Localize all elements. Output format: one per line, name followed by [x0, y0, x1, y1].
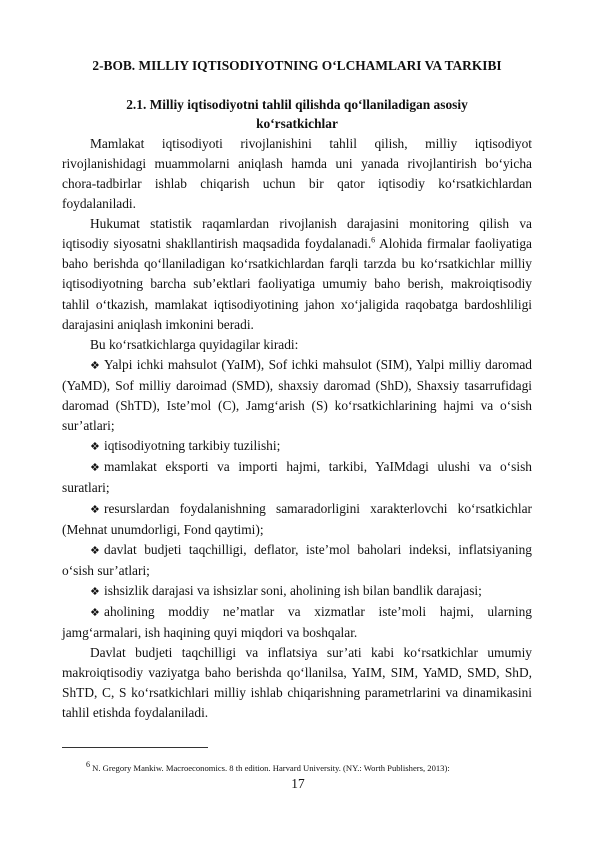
- section-title-line-2: ko‘rsatkichlar: [256, 116, 338, 132]
- diamond-four-point-icon: ❖: [90, 584, 100, 598]
- paragraph-text: Hukumat statistik raqamlardan rivojlanish darajasini monitoring qilish va iqtisodiy siyosatni shakllantirish maqsadida foydalanadi.: [62, 216, 532, 252]
- diamond-four-point-icon: ❖: [90, 605, 100, 619]
- list-item: [62, 540, 532, 581]
- footnote-number: 6: [86, 760, 90, 770]
- diamond-four-point-icon: ❖: [90, 461, 100, 475]
- list-item: [62, 581, 532, 602]
- list-item: [62, 457, 532, 498]
- page-number: 17: [291, 776, 305, 791]
- list-item: [62, 499, 532, 540]
- list-item-text: ishsizlik darajasi va ishsizlar soni, aholining ish bilan bandlik darajasi;: [104, 582, 482, 598]
- chapter-title: 2-BOB. MILLIY IQTISODIYOTNING O‘LCHAMLARI VA TARKIBI: [92, 58, 502, 73]
- paragraph-government-statistics: [62, 214, 532, 335]
- paragraph-intro: Mamlakat iqtisodiyoti rivojlanishini tahlil qilish, milliy iqtisodiyot rivojlanishidagi muammolarni aniqlash hamda uni yanada rivojlantirish bo‘yicha chora-tadbirlar ishlab chiqarish uchun bir qator iqtisodiy ko‘rsatkichlardan foydalaniladi.: [62, 135, 532, 212]
- paragraph-text: Alohida firmalar faoliyatiga baho berishda qo‘llaniladigan ko‘rsatkichlardan farqli tarzda bu ko‘rsatkichlar milliy iqtisodiyotning barcha sub’ektlari faoliyatiga umumiy baho berish, makroiqtisodiy tahlil o‘tkazish, mamlakat iqtisodiyotining jahon xo‘jaligida raqobatga bardoshliligi darajasini aniqlash imkonini beradi.: [62, 236, 532, 332]
- footnote-reference: 6: [371, 235, 376, 245]
- list-item: [62, 436, 532, 457]
- diamond-four-point-icon: ❖: [90, 502, 100, 516]
- paragraph-conclusion: Davlat budjeti taqchilligi va inflatsiya sur’ati kabi ko‘rsatkichlar umumiy makroiqtisodiy vaziyatga baho berishda qo‘llanilsa, YaIM, SIM, YaMD, SMD, ShD, ShTD, C, S ko‘rsatkichlari milliy ishlab chiqarishning parametrlarini va dinamikasini tahlil etishda foydalaniladi.: [62, 645, 532, 721]
- document-body: [62, 134, 532, 724]
- list-item-text: aholining moddiy ne’matlar va xizmatlar iste’moli hajmi, ularning jamg‘armalari, ish haqining quyi miqdori va boshqalar.: [62, 603, 532, 641]
- list-item: [62, 602, 532, 643]
- list-item-text: Yalpi ichki mahsulot (YaIM), Sof ichki mahsulot (SIM), Yalpi milliy daromad (YaMD), Sof milliy daroimad (SMD), shaxsiy daromad (ShD), Shaxsiy tasarrufidagi daromad (ShTD), Iste’mol (C), Jamg‘arish (S) ko‘rsatkichlarining hajmi va o‘sish sur’atlari;: [62, 356, 532, 434]
- section-title-line-1: 2.1. Milliy iqtisodiyotni tahlil qilishda qo‘llaniladigan asosiy: [126, 97, 468, 112]
- list-item-text: davlat budjeti taqchilligi, deflator, iste’mol baholari indeksi, inflatsiyaning o‘sish sur’atlari;: [62, 541, 532, 578]
- diamond-four-point-icon: ❖: [90, 440, 100, 454]
- section-title: [62, 95, 532, 134]
- document-page: [62, 58, 532, 724]
- list-item-text: iqtisodiyotning tarkibiy tuzilishi;: [104, 438, 281, 454]
- list-item-text: mamlakat eksporti va importi hajmi, tarkibi, YaIMdagi ulushi va o‘sish suratlari;: [62, 459, 532, 496]
- diamond-four-point-icon: ❖: [90, 543, 100, 557]
- list-item-text: resurslardan foydalanishning samaradorligini xarakterlovchi ko‘rsatkichlar (Mehnat unumdorligi, Fond qaytimi);: [62, 500, 532, 537]
- list-item: [62, 355, 532, 436]
- diamond-four-point-icon: ❖: [90, 358, 100, 372]
- paragraph-list-intro: Bu ko‘rsatkichlarga quyidagilar kiradi:: [90, 336, 299, 352]
- footnote-text: N. Gregory Mankiw. Macroeconomics. 8 th edition. Harvard University. (NY.: Worth Publishers, 2013):: [90, 763, 450, 773]
- footnote: [86, 760, 546, 774]
- footnote-divider: [62, 747, 208, 748]
